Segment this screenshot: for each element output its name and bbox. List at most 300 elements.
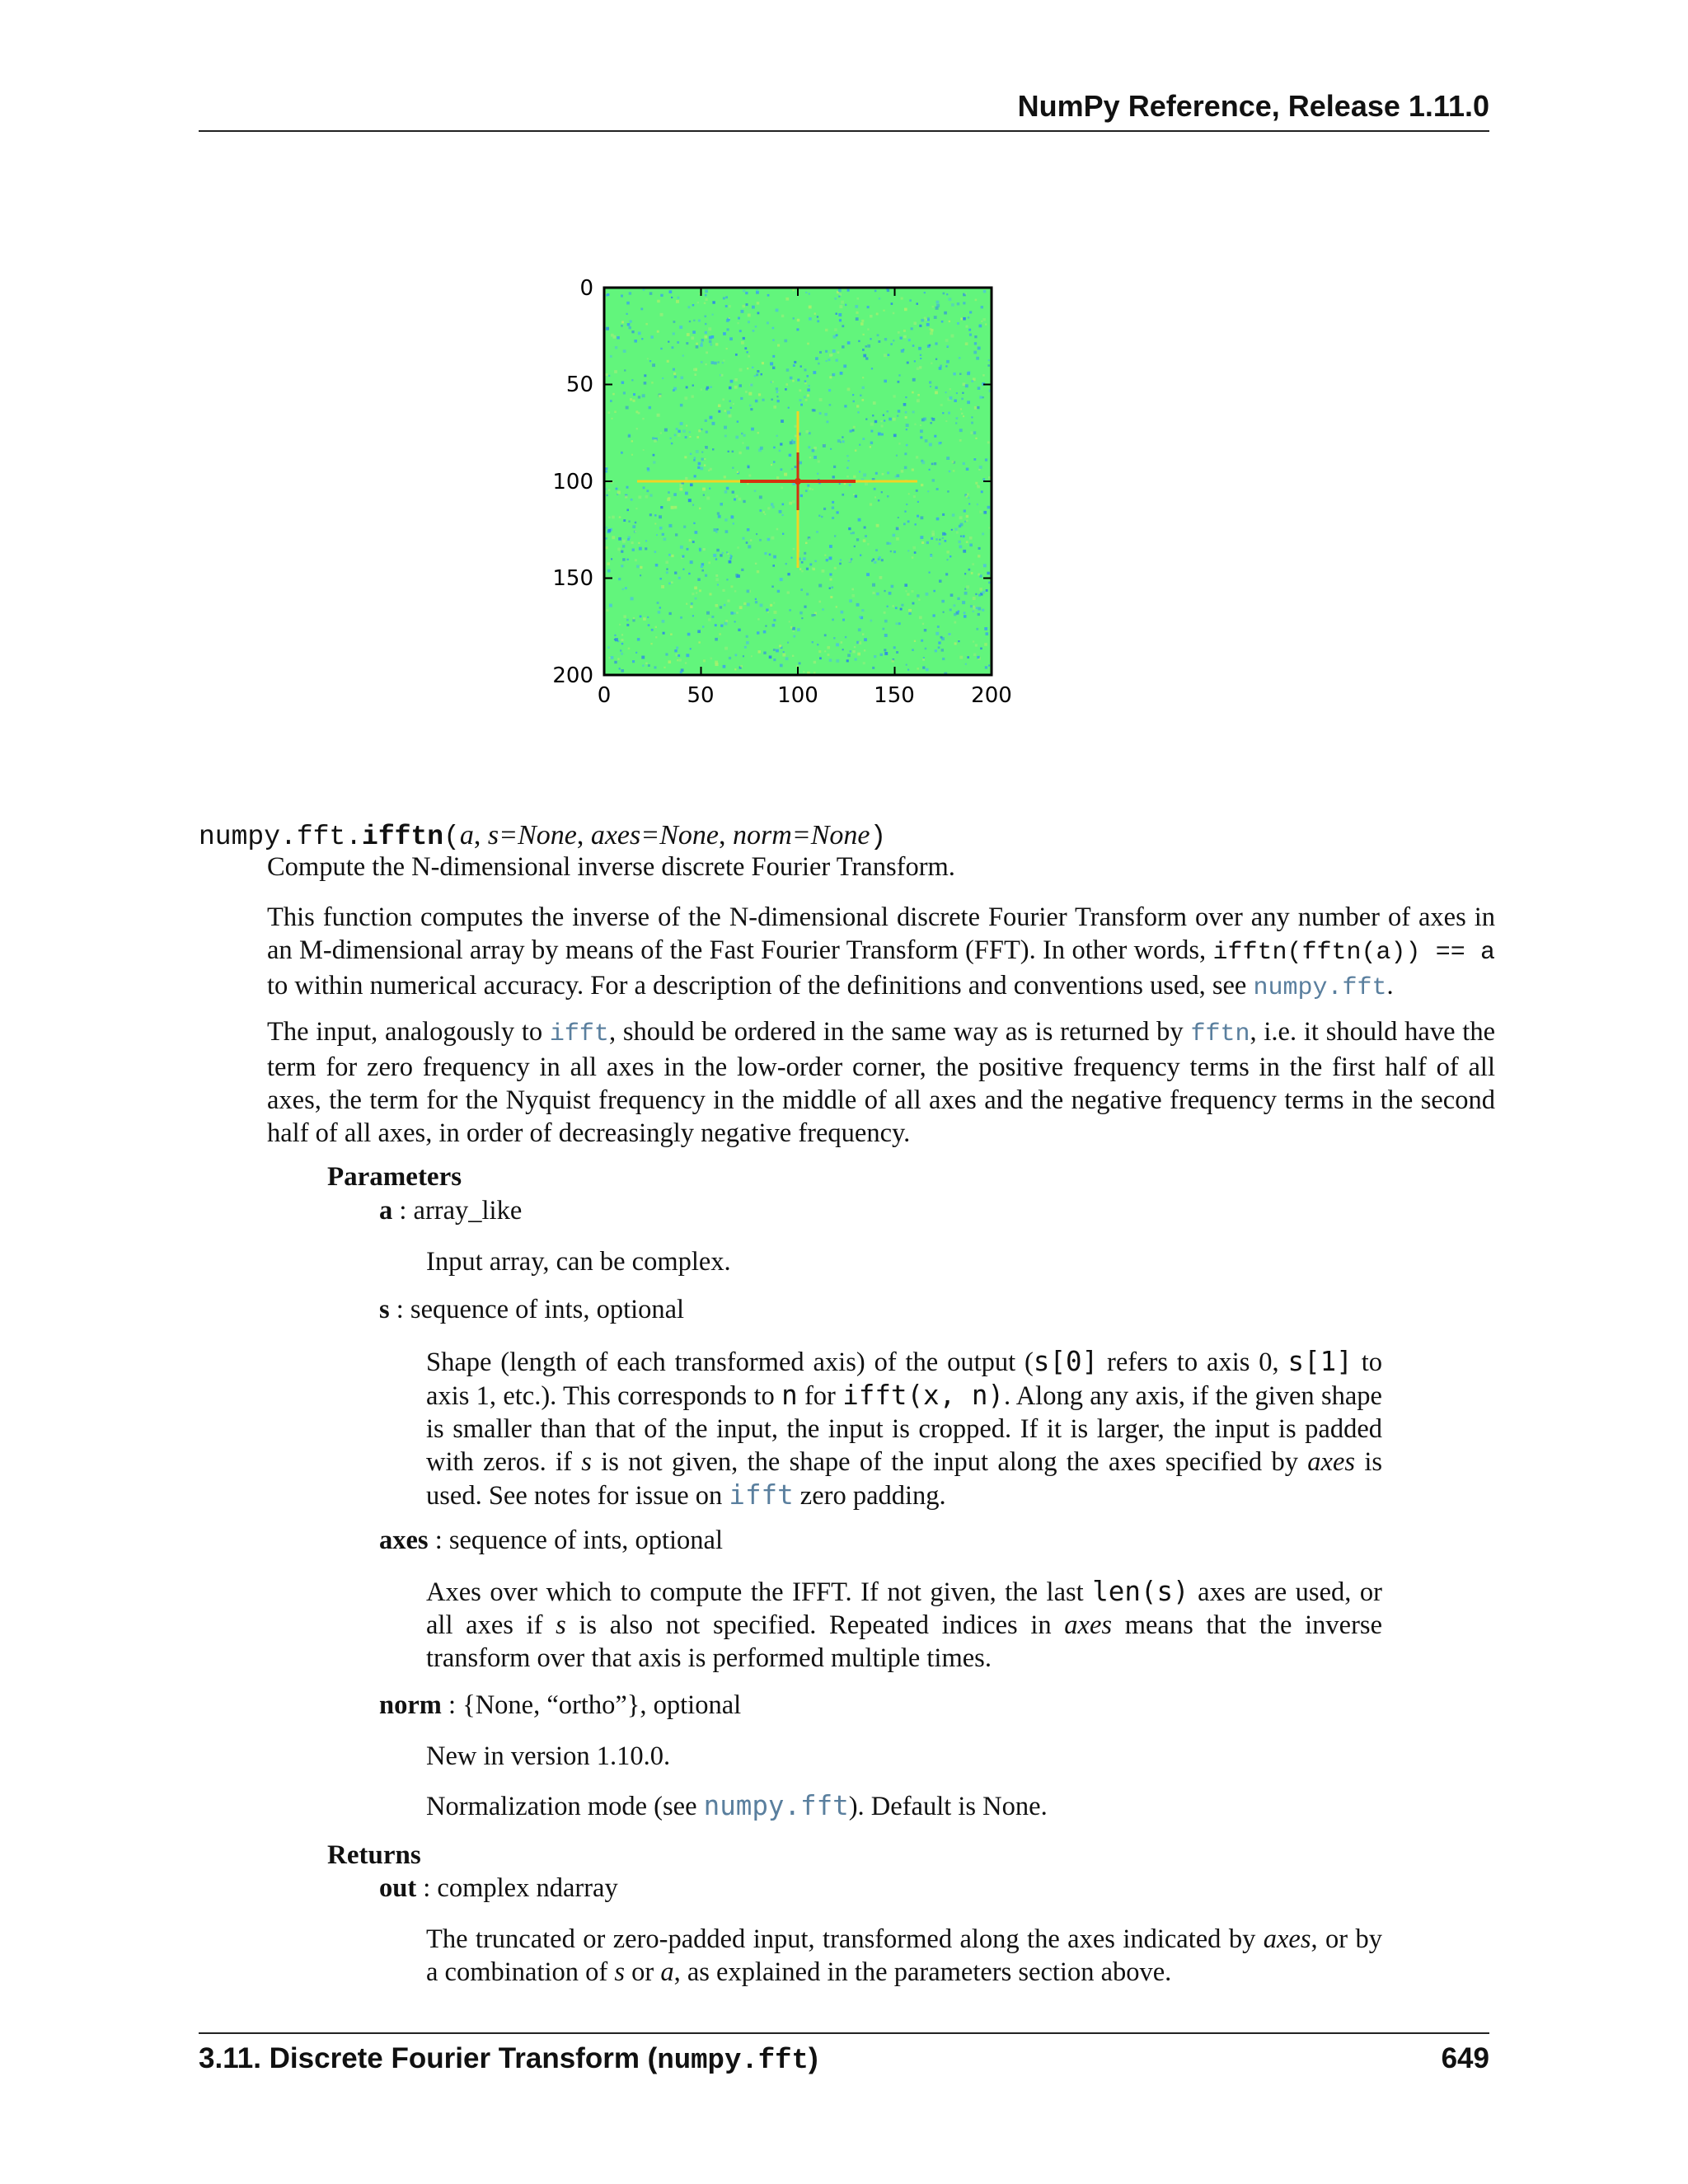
heatmap-speckle xyxy=(832,619,834,621)
heatmap-speckle xyxy=(696,592,697,593)
heatmap-speckle xyxy=(606,373,608,376)
heatmap-speckle xyxy=(621,643,623,644)
heatmap-speckle xyxy=(734,612,735,614)
heatmap-speckle xyxy=(807,485,809,487)
heatmap-speckle xyxy=(870,620,873,622)
heatmap-speckle xyxy=(906,444,908,447)
heatmap-speckle xyxy=(887,471,889,474)
heatmap-speckle xyxy=(674,649,677,652)
heatmap-speckle xyxy=(949,471,950,472)
heatmap-speckle xyxy=(979,325,982,328)
heatmap-speckle xyxy=(842,436,843,438)
heatmap-speckle xyxy=(719,633,720,635)
heatmap-speckle xyxy=(920,536,923,539)
heatmap-speckle xyxy=(735,654,738,657)
heatmap-speckle xyxy=(891,585,894,588)
heatmap-speckle xyxy=(948,633,950,635)
heatmap-speckle xyxy=(635,522,636,523)
heatmap-speckle xyxy=(896,537,899,541)
heatmap-speckle xyxy=(961,398,964,401)
ifft-link[interactable]: ifft xyxy=(549,1020,609,1048)
heatmap-speckle xyxy=(708,562,710,565)
heatmap-speckle xyxy=(720,625,723,627)
heatmap-speckle xyxy=(939,367,942,370)
heatmap-speckle xyxy=(851,532,852,534)
heatmap-speckle xyxy=(772,506,775,509)
heatmap-speckle xyxy=(787,573,790,575)
heatmap-speckle xyxy=(661,585,664,588)
heatmap-speckle xyxy=(964,615,967,618)
heatmap-speckle xyxy=(818,461,820,463)
heatmap-speckle xyxy=(686,342,688,344)
heatmap-speckle xyxy=(958,640,959,642)
heatmap-speckle xyxy=(893,418,896,421)
heatmap-speckle xyxy=(679,658,682,661)
text: ). Default is None. xyxy=(848,1792,1048,1821)
heatmap-speckle xyxy=(919,616,922,619)
heatmap-speckle xyxy=(809,293,810,295)
heatmap-speckle xyxy=(896,651,898,654)
heatmap-speckle xyxy=(732,467,734,469)
heatmap-speckle xyxy=(927,317,930,320)
heatmap-speckle xyxy=(756,373,758,376)
heatmap-speckle xyxy=(936,301,940,304)
heatmap-speckle xyxy=(718,405,721,408)
heatmap-speckle xyxy=(666,569,668,570)
heatmap-speckle xyxy=(715,638,718,641)
heatmap-speckle xyxy=(930,555,932,557)
footer-rule xyxy=(199,2032,1489,2034)
heatmap-speckle xyxy=(649,406,651,409)
heatmap-speckle xyxy=(870,338,871,340)
heatmap-speckle xyxy=(908,339,911,341)
heatmap-speckle xyxy=(659,395,661,397)
text: Normalization mode (see xyxy=(426,1792,704,1821)
heatmap-speckle xyxy=(903,403,907,406)
heatmap-speckle xyxy=(698,641,700,643)
heatmap-speckle xyxy=(720,606,722,608)
text: , or by a combination of xyxy=(426,1924,1382,1987)
signature-sep: , xyxy=(718,820,733,851)
signature-param: norm=None xyxy=(732,820,870,851)
heatmap-speckle xyxy=(893,312,895,315)
heatmap-speckle xyxy=(812,409,814,411)
heatmap-speckle xyxy=(839,305,842,308)
heatmap-speckle xyxy=(793,317,795,319)
heatmap-speckle xyxy=(657,414,660,417)
heatmap-speckle xyxy=(814,672,815,673)
heatmap-speckle xyxy=(638,542,640,544)
heatmap-speckle xyxy=(655,636,657,638)
heatmap-speckle xyxy=(847,654,851,657)
heatmap-speckle xyxy=(854,546,856,547)
heatmap-speckle xyxy=(964,588,966,590)
heatmap-speckle xyxy=(936,488,939,490)
heatmap-speckle xyxy=(724,410,726,411)
heatmap-speckle xyxy=(856,405,859,407)
heatmap-speckle xyxy=(829,588,831,589)
heatmap-speckle xyxy=(940,404,943,406)
heatmap-speckle xyxy=(787,642,789,644)
heatmap-speckle xyxy=(748,545,751,548)
heatmap-speckle xyxy=(954,613,956,616)
heatmap-speckle xyxy=(800,365,802,367)
heatmap-speckle xyxy=(935,342,937,344)
heatmap-speckle xyxy=(891,302,893,305)
heatmap-speckle xyxy=(758,393,761,396)
heatmap-speckle xyxy=(710,387,712,388)
heatmap-speckle xyxy=(649,513,652,516)
heatmap-speckle xyxy=(956,417,959,419)
heatmap-speckle xyxy=(880,654,883,656)
heatmap-speckle xyxy=(621,321,624,323)
heatmap-speckle xyxy=(837,439,841,443)
heatmap-speckle xyxy=(781,419,784,423)
heatmap-speckle xyxy=(662,533,664,536)
heatmap-speckle xyxy=(893,395,895,397)
heatmap-speckle xyxy=(635,508,637,509)
heatmap-speckle xyxy=(943,293,945,295)
heatmap-speckle xyxy=(813,371,816,374)
heatmap-speckle xyxy=(931,537,933,540)
inline-code: len(s) xyxy=(1092,1576,1189,1607)
italic-text: s xyxy=(614,1957,625,1987)
heatmap-speckle xyxy=(724,622,728,626)
heatmap-speckle xyxy=(736,576,738,579)
heatmap-speckle xyxy=(935,359,937,360)
heatmap-speckle xyxy=(773,649,776,651)
heatmap-speckle xyxy=(881,559,884,561)
heatmap-speckle xyxy=(747,368,748,369)
heatmap-speckle xyxy=(685,662,687,663)
heatmap-speckle xyxy=(748,392,752,396)
heatmap-speckle xyxy=(963,415,964,417)
heatmap-speckle xyxy=(679,484,682,487)
heatmap-speckle xyxy=(803,557,806,560)
heatmap-speckle xyxy=(828,654,830,656)
heatmap-speckle xyxy=(884,620,888,623)
param-type: : complex ndarray xyxy=(416,1873,618,1903)
param-axes-desc xyxy=(426,1575,1382,1675)
heatmap-speckle xyxy=(633,617,635,619)
heatmap-speckle xyxy=(856,317,859,321)
heatmap-speckle xyxy=(988,527,990,528)
text: . Along any axis, if the given shape is smaller than that of the input, the input is cropped. If it is larger, the input is padded with zeros. if xyxy=(426,1381,1382,1477)
heatmap-speckle xyxy=(773,619,776,621)
heatmap-speckle xyxy=(916,490,918,492)
heatmap-speckle xyxy=(907,520,910,523)
heatmap-speckle xyxy=(729,560,732,564)
heatmap-speckle xyxy=(931,531,935,534)
heatmap-speckle xyxy=(804,380,807,382)
heatmap-speckle xyxy=(621,382,624,384)
heatmap-speckle xyxy=(828,359,830,361)
heatmap-speckle xyxy=(757,302,759,304)
heatmap-speckle xyxy=(668,660,672,663)
heatmap-speckle xyxy=(710,468,712,471)
heatmap-speckle xyxy=(678,654,680,657)
heatmap-speckle xyxy=(735,436,738,439)
heatmap-speckle xyxy=(942,412,944,414)
heatmap-speckle xyxy=(841,611,844,614)
heatmap-speckle xyxy=(931,363,932,364)
heatmap-speckle xyxy=(671,506,674,509)
heatmap-speckle xyxy=(797,628,800,631)
heatmap-speckle xyxy=(679,488,682,491)
heatmap-speckle xyxy=(729,657,731,659)
heatmap-speckle xyxy=(696,436,699,438)
heatmap-speckle xyxy=(770,604,772,607)
heatmap-speckle xyxy=(705,290,708,293)
heatmap-speckle xyxy=(935,632,939,635)
heatmap-speckle xyxy=(744,347,747,349)
heatmap-speckle xyxy=(828,389,831,391)
heatmap-speckle xyxy=(673,321,676,323)
heatmap-speckle xyxy=(882,473,884,476)
heatmap-speckle xyxy=(983,511,987,514)
heatmap-speckle xyxy=(689,436,691,438)
heatmap-speckle xyxy=(748,321,750,323)
signature-param: axes=None xyxy=(590,820,719,851)
heatmap-speckle xyxy=(881,420,883,422)
heatmap-speckle xyxy=(705,446,708,449)
heatmap-speckle xyxy=(950,593,954,597)
heatmap-speckle xyxy=(962,392,964,394)
heatmap-speckle xyxy=(746,635,748,638)
heatmap-speckle xyxy=(650,335,654,339)
heatmap-speckle xyxy=(805,542,808,545)
text: refers to axis 0, xyxy=(1098,1347,1288,1377)
heatmap-speckle xyxy=(672,346,674,349)
heatmap-speckle xyxy=(779,510,782,513)
heatmap-speckle xyxy=(912,378,916,382)
heatmap-speckle xyxy=(743,434,746,437)
heatmap-speckle xyxy=(668,583,671,585)
text: , i.e. it should have the term for zero frequency in all axes in the low-order corner, the positive frequency terms in the first half of all axes, the term for the Nyquist frequency in the middle of all axes and the negative frequency terms in the second half of all axes, in order of decreasingly negative frequency. xyxy=(267,1017,1495,1148)
heatmap-speckle xyxy=(847,341,851,344)
heatmap-speckle xyxy=(858,518,861,522)
heatmap-speckle xyxy=(814,614,815,616)
heatmap-speckle xyxy=(701,339,704,341)
heatmap-speckle xyxy=(625,495,627,498)
heatmap-speckle xyxy=(730,407,732,409)
heatmap-speckle xyxy=(789,502,792,505)
text: Axes over which to compute the IFFT. If not given, the last xyxy=(426,1577,1093,1607)
heatmap-speckle xyxy=(917,668,919,670)
heatmap-speckle xyxy=(767,507,770,509)
heatmap-speckle xyxy=(905,411,907,414)
heatmap-speckle xyxy=(800,588,803,591)
heatmap-speckle xyxy=(619,668,621,669)
heatmap-speckle xyxy=(884,590,885,592)
x-axis-labels xyxy=(598,683,1012,708)
heatmap-speckle xyxy=(898,374,900,376)
heatmap-speckle xyxy=(907,669,909,671)
heatmap-speckle xyxy=(987,441,990,443)
heatmap-speckle xyxy=(740,397,743,400)
heatmap-speckle xyxy=(729,557,732,560)
heatmap-speckle xyxy=(692,541,695,543)
heatmap-speckle xyxy=(809,385,810,387)
heatmap-speckle xyxy=(923,657,925,658)
heatmap-speckle xyxy=(621,565,623,567)
heatmap-speckle xyxy=(725,305,728,307)
heatmap-speckle xyxy=(801,570,804,573)
heatmap-speckle xyxy=(671,581,673,583)
heatmap-speckle xyxy=(641,656,645,659)
heatmap-speckle xyxy=(626,302,630,305)
heatmap-speckle xyxy=(732,491,734,494)
heatmap-speckle xyxy=(898,443,900,444)
heatmap-speckle xyxy=(870,430,873,433)
heatmap-speckle xyxy=(805,292,807,293)
heatmap-speckle xyxy=(755,400,758,403)
heatmap-speckle xyxy=(746,641,749,644)
text: to within numerical accuracy. For a description of the definitions and conventions used, see xyxy=(267,971,1254,1001)
heatmap-speckle xyxy=(780,443,782,445)
heatmap-speckle xyxy=(745,391,748,393)
heatmap-speckle xyxy=(919,325,921,327)
heatmap-speckle xyxy=(819,412,822,415)
heatmap-speckle xyxy=(726,487,729,490)
heatmap-speckle xyxy=(847,388,851,391)
heatmap-speckle xyxy=(621,551,623,553)
heatmap-speckle xyxy=(715,558,717,560)
heatmap-speckle xyxy=(870,446,871,448)
heatmap-speckle xyxy=(911,327,913,330)
heatmap-speckle xyxy=(635,559,637,561)
heatmap-speckle xyxy=(971,416,973,418)
heatmap-speckle xyxy=(651,382,654,384)
heatmap-speckle xyxy=(954,642,957,644)
return-out-head xyxy=(379,1873,618,1904)
heatmap-speckle xyxy=(697,466,700,469)
signature-sep: , xyxy=(576,820,591,851)
heatmap-speckle xyxy=(957,598,959,600)
heatmap-speckle xyxy=(879,298,880,299)
heatmap-speckle xyxy=(607,609,609,612)
heatmap-speckle xyxy=(826,360,828,362)
heatmap-speckle xyxy=(692,593,694,595)
heatmap-speckle xyxy=(726,579,728,580)
heatmap-speckle xyxy=(814,661,816,663)
heatmap-speckle xyxy=(829,376,832,378)
heatmap-speckle xyxy=(724,490,728,494)
heatmap-speckle xyxy=(687,548,689,551)
heatmap-speckle xyxy=(781,315,784,317)
heatmap-speckle xyxy=(702,488,706,491)
italic-text: s xyxy=(581,1447,592,1477)
heatmap-speckle xyxy=(674,572,677,574)
heatmap-speckle xyxy=(789,454,791,457)
heatmap-speckle xyxy=(643,486,645,489)
heatmap-speckle xyxy=(884,612,886,614)
heatmap-speckle xyxy=(974,406,978,410)
heatmap-speckle xyxy=(827,420,829,423)
heatmap-speckle xyxy=(870,423,874,426)
heatmap-speckle xyxy=(688,306,691,308)
heatmap-speckle xyxy=(809,306,812,309)
heatmap-speckle xyxy=(649,292,653,295)
heatmap-speckle xyxy=(816,531,818,533)
heatmap-speckle xyxy=(699,508,701,509)
heatmap-speckle xyxy=(949,321,950,322)
heatmap-speckle xyxy=(945,365,947,367)
heatmap-speckle xyxy=(924,316,926,319)
heatmap-speckle xyxy=(642,665,644,667)
footer-section-text: 3.11. Discrete Fourier Transform ( xyxy=(199,2042,658,2074)
heatmap-speckle xyxy=(643,617,646,621)
heatmap-speckle xyxy=(832,587,834,589)
heatmap-speckle xyxy=(715,604,719,607)
heatmap-speckle xyxy=(717,528,719,530)
heatmap-speckle xyxy=(872,415,874,416)
heatmap-speckle xyxy=(854,646,856,648)
heatmap-speckle xyxy=(767,321,769,324)
heatmap-speckle xyxy=(772,327,775,330)
heatmap-speckle xyxy=(858,340,860,342)
heatmap-speckle xyxy=(703,659,706,662)
heatmap-speckle xyxy=(659,578,662,580)
heatmap-speckle xyxy=(632,525,635,528)
heatmap-speckle xyxy=(936,518,940,521)
heatmap-speckle xyxy=(942,513,945,516)
numpy-fft-link[interactable]: numpy.fft xyxy=(1253,974,1387,1002)
heatmap-speckle xyxy=(755,326,757,327)
heatmap-speckle xyxy=(693,320,695,321)
heatmap-speckle xyxy=(852,650,855,653)
heatmap-speckle xyxy=(852,394,854,396)
heatmap-speckle xyxy=(929,381,931,383)
heatmap-speckle xyxy=(818,515,820,517)
heatmap-speckle xyxy=(859,444,860,446)
heatmap-speckle xyxy=(825,329,828,331)
numpy-fft-link[interactable]: numpy.fft xyxy=(703,1790,849,1821)
heatmap-speckle xyxy=(723,665,726,668)
heatmap-speckle xyxy=(617,336,620,340)
ifft-link[interactable]: ifft xyxy=(729,1479,794,1511)
fftn-link[interactable]: fftn xyxy=(1190,1020,1250,1048)
heatmap-speckle xyxy=(923,418,926,421)
heatmap-speckle xyxy=(827,646,830,649)
heatmap-speckle xyxy=(821,516,823,518)
heatmap-speckle xyxy=(631,440,633,442)
heatmap-speckle xyxy=(904,452,907,455)
heatmap-speckle xyxy=(917,302,919,305)
heatmap-speckle xyxy=(771,537,775,540)
heatmap-speckle xyxy=(909,299,912,302)
heatmap-speckle xyxy=(671,555,673,557)
heatmap-speckle xyxy=(933,614,935,616)
heatmap-speckle xyxy=(773,602,775,604)
heatmap-speckle xyxy=(950,609,952,612)
heatmap-speckle xyxy=(898,517,899,518)
heatmap-speckle xyxy=(741,433,743,435)
heatmap-speckle xyxy=(836,359,838,362)
heatmap-speckle xyxy=(944,312,947,315)
heatmap-speckle xyxy=(930,557,931,559)
heatmap-speckle xyxy=(834,298,837,300)
heatmap-speckle xyxy=(667,360,669,363)
y-tick-label: 200 xyxy=(552,663,593,688)
heatmap-speckle xyxy=(804,552,806,555)
heatmap-speckle xyxy=(973,654,977,657)
heatmap-speckle xyxy=(840,559,842,560)
heatmap-speckle xyxy=(982,396,984,398)
heatmap-speckle xyxy=(647,358,649,359)
heatmap-speckle xyxy=(674,434,677,437)
heatmap-speckle xyxy=(656,534,658,536)
